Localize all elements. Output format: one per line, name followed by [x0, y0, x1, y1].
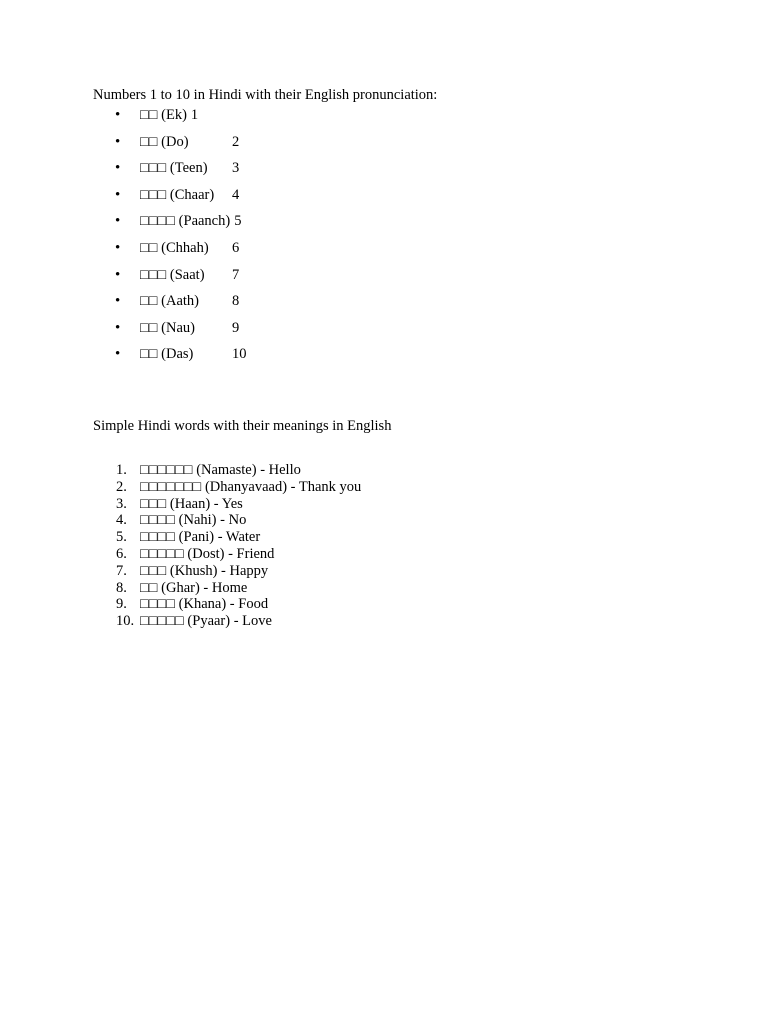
list-item — [93, 580, 713, 597]
word-meaning: (Namaste) - Hello — [196, 461, 301, 478]
digit: 9 — [232, 319, 240, 336]
hindi-word: □□□□ — [140, 596, 176, 613]
bullet-icon: • — [115, 239, 121, 256]
list-item — [93, 345, 713, 372]
list-item — [93, 292, 713, 319]
bullet-icon: • — [115, 213, 121, 230]
hindi-word: □□□□ — [140, 512, 176, 529]
hindi-number-label: □□□ (Teen) — [140, 160, 208, 177]
word-meaning: (Khush) - Happy — [169, 562, 269, 579]
words-heading: Simple Hindi words with their meanings in English — [93, 417, 392, 434]
word-meaning: (Dhanyavaad) - Thank you — [204, 478, 362, 495]
hindi-number-label: □□ (Das) — [140, 346, 194, 363]
word-meaning: (Pani) - Water — [178, 529, 261, 546]
list-item — [93, 529, 713, 546]
bullet-icon: • — [115, 133, 121, 150]
digit: 6 — [232, 239, 240, 256]
bullet-icon: • — [115, 266, 121, 283]
list-item — [93, 596, 713, 613]
list-item — [93, 159, 713, 186]
hindi-number-label: □□□□ (Paanch) — [140, 213, 231, 230]
hindi-number-label: □□□ (Chaar) — [140, 186, 215, 203]
list-number: 2. — [116, 478, 127, 495]
numbers-heading: Numbers 1 to 10 in Hindi with their English pronunciation: — [93, 87, 438, 103]
word-meaning: (Haan) - Yes — [169, 495, 243, 512]
bullet-icon: • — [115, 346, 121, 363]
words-list — [93, 462, 713, 630]
hindi-word: □□ — [140, 579, 158, 596]
word-meaning: (Pyaar) - Love — [187, 613, 272, 630]
digit: 8 — [232, 293, 240, 310]
list-number: 10. — [116, 613, 135, 630]
word-meaning: (Nahi) - No — [178, 512, 247, 529]
hindi-word: □□□□ — [140, 529, 176, 546]
digit: 5 — [234, 213, 242, 230]
bullet-icon: • — [115, 186, 121, 203]
bullet-icon: • — [115, 107, 121, 123]
hindi-word: □□□□□□□ — [140, 478, 202, 495]
hindi-word: □□□ — [140, 562, 167, 579]
hindi-word: □□□□□ — [140, 545, 184, 562]
hindi-number-label: □□□ (Saat) — [140, 266, 205, 283]
list-item — [93, 546, 713, 563]
list-number: 9. — [116, 596, 127, 613]
hindi-word: □□□ — [140, 495, 167, 512]
list-item — [93, 239, 713, 266]
hindi-number-label: □□ (Ek) — [140, 107, 187, 123]
list-number: 6. — [116, 545, 127, 562]
list-item — [93, 266, 713, 293]
hindi-word: □□□□□ — [140, 613, 184, 630]
bullet-icon: • — [115, 293, 121, 310]
digit: 3 — [232, 160, 240, 177]
hindi-word: □□□□□□ — [140, 461, 193, 478]
digit: 2 — [232, 133, 240, 150]
bullet-icon: • — [115, 160, 121, 177]
spacer — [93, 372, 713, 417]
hindi-number-label: □□ (Nau) — [140, 319, 195, 336]
digit: 1 — [190, 107, 199, 123]
list-item — [93, 319, 713, 346]
list-item — [93, 212, 713, 239]
hindi-number-label: □□ (Chhah) — [140, 239, 209, 256]
list-item — [93, 613, 713, 630]
list-item — [93, 186, 713, 213]
list-item — [93, 106, 713, 133]
hindi-number-label: □□ (Do) — [140, 133, 189, 150]
numbers-list — [93, 106, 713, 372]
word-meaning: (Khana) - Food — [178, 596, 269, 613]
list-number: 7. — [116, 562, 127, 579]
digit: 10 — [232, 346, 247, 363]
list-number: 8. — [116, 579, 127, 596]
digit: 4 — [232, 186, 240, 203]
hindi-number-label: □□ (Aath) — [140, 293, 199, 310]
list-number: 3. — [116, 495, 127, 512]
list-item — [93, 563, 713, 580]
digit: 7 — [232, 266, 240, 283]
document-page — [93, 86, 713, 630]
list-item — [93, 496, 713, 513]
bullet-icon: • — [115, 319, 121, 336]
list-item — [93, 479, 713, 496]
list-number: 5. — [116, 529, 127, 546]
list-item — [93, 133, 713, 160]
list-item — [93, 462, 713, 479]
word-meaning: (Ghar) - Home — [161, 579, 248, 596]
spacer — [93, 435, 713, 462]
list-number: 1. — [116, 461, 127, 478]
word-meaning: (Dost) - Friend — [187, 545, 275, 562]
list-item — [93, 512, 713, 529]
list-number: 4. — [116, 512, 127, 529]
